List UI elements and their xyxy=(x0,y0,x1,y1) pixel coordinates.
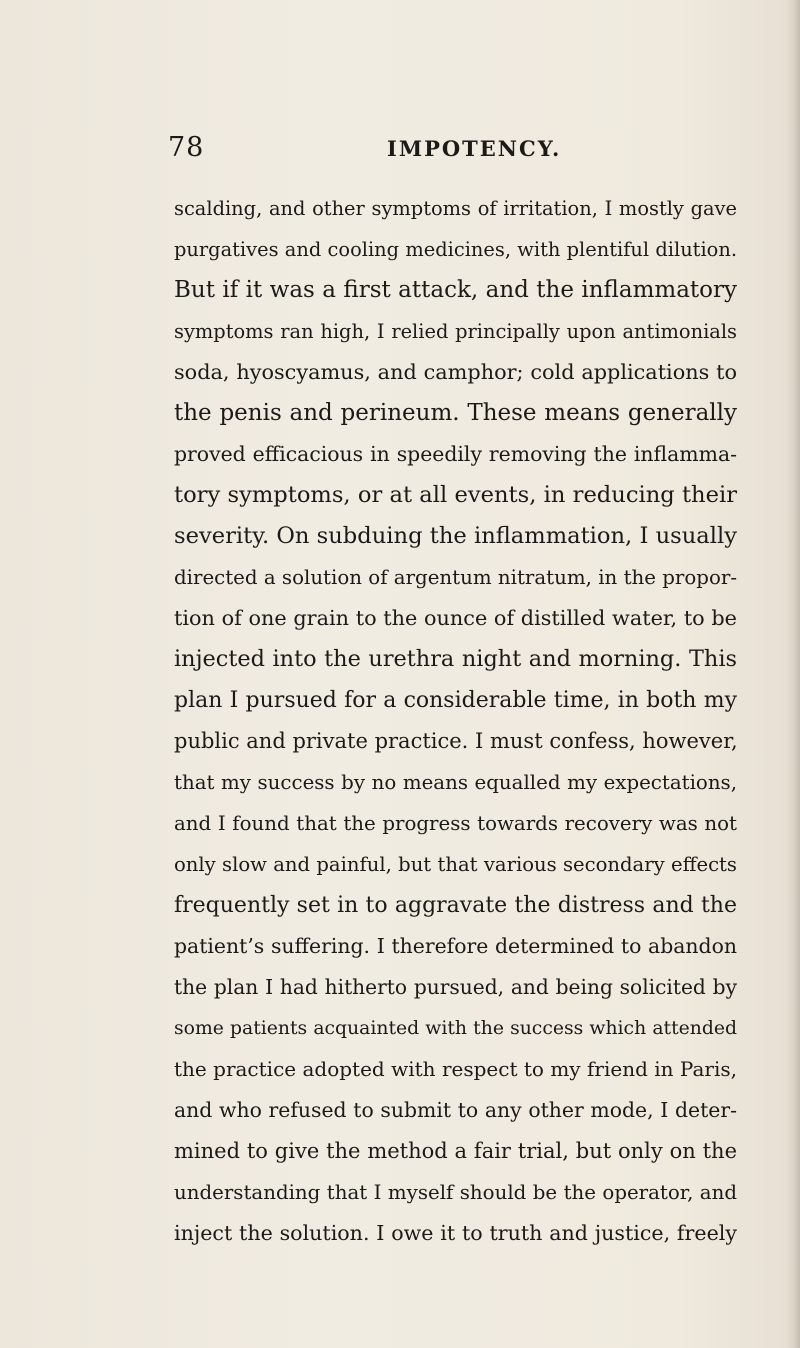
text-line: mined to give the method a fair trial, but only on the xyxy=(174,1139,737,1163)
text-line: purgatives and cooling medicines, with plentiful dilution. xyxy=(174,238,737,261)
text-line: understanding that I myself should be the operator, and xyxy=(174,1181,737,1204)
text-line: inject the solution. I owe it to truth and justice, freely xyxy=(174,1221,737,1245)
text-line: the plan I had hitherto pursued, and being solicited by xyxy=(174,975,737,999)
text-line: plan I pursued for a considerable time, in both my xyxy=(174,688,737,713)
text-line: scalding, and other symptoms of irritation, I mostly gave xyxy=(174,197,737,220)
text-line: the practice adopted with respect to my friend in Paris, xyxy=(174,1057,737,1081)
text-line: tory symptoms, or at all events, in reducing their xyxy=(174,482,737,508)
text-line: proved efficacious in speedily removing the inflamma- xyxy=(174,442,737,466)
text-line: severity. On subduing the inflammation, I usually xyxy=(174,523,737,549)
text-line: public and private practice. I must confess, however, xyxy=(174,729,738,753)
text-line: directed a solution of argentum nitratum, in the propor- xyxy=(174,566,737,589)
page-edge-shadow xyxy=(786,0,800,1348)
page-number: 78 xyxy=(168,132,205,163)
text-line: some patients acquainted with the success which attended xyxy=(174,1018,737,1039)
text-line: the penis and perineum. These means generally xyxy=(174,400,737,426)
text-line: But if it was a first attack, and the inflammatory xyxy=(174,277,737,303)
text-line: only slow and painful, but that various secondary effects xyxy=(174,853,737,876)
text-line: frequently set in to aggravate the distress and the xyxy=(174,893,737,918)
running-head xyxy=(168,132,736,172)
text-line: and who refused to submit to any other mode, I deter- xyxy=(174,1098,737,1122)
running-title: IMPOTENCY. xyxy=(387,136,562,161)
text-line: and I found that the progress towards recovery was not xyxy=(174,812,737,835)
text-line: patient’s suffering. I therefore determined to abandon xyxy=(174,934,737,958)
text-line: that my success by no means equalled my expectations, xyxy=(174,771,737,794)
body-text xyxy=(174,188,737,1254)
text-line: symptoms ran high, I relied principally upon antimonials xyxy=(174,320,737,343)
text-line: tion of one grain to the ounce of distilled water, to be xyxy=(174,606,737,630)
text-line: soda, hyoscyamus, and camphor; cold applications to xyxy=(174,360,737,384)
text-line: injected into the urethra night and morning. This xyxy=(174,646,737,672)
